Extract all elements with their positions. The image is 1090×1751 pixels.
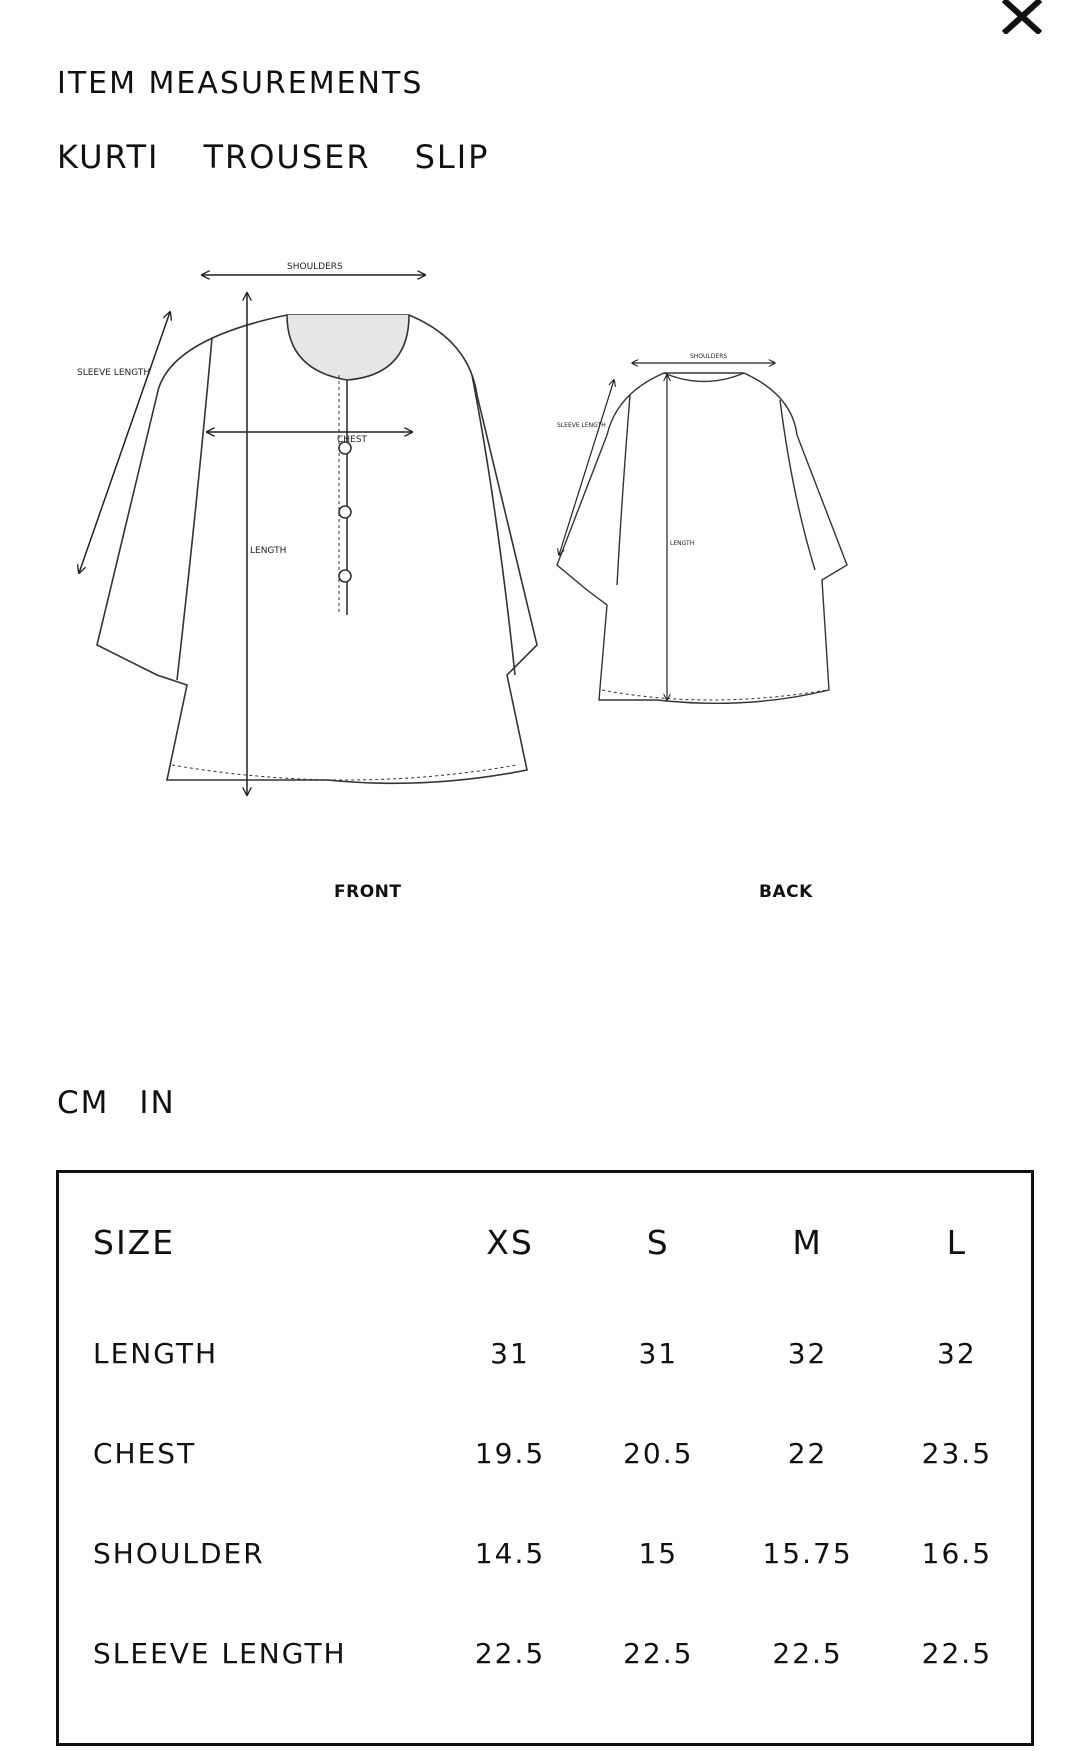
front-garment <box>97 315 537 783</box>
back-sleeve-length-label: SLEEVE LENGTH <box>557 422 606 429</box>
row-label: SLEEVE LENGTH <box>93 1636 347 1670</box>
table-cell: 19.5 <box>474 1436 546 1470</box>
table-cell: 22.5 <box>474 1636 546 1670</box>
table-cell: 32 <box>937 1336 977 1370</box>
table-cell: 22 <box>787 1436 828 1470</box>
size-chart <box>56 1170 1034 1746</box>
table-cell: 23.5 <box>921 1436 993 1470</box>
row-label: CHEST <box>93 1436 197 1470</box>
back-shoulders-label: SHOULDERS <box>690 353 728 360</box>
column-header: XS <box>486 1223 534 1262</box>
table-cell: 22.5 <box>623 1636 694 1670</box>
tab-kurti[interactable]: KURTI <box>57 138 160 176</box>
unit-toggle <box>57 1085 176 1121</box>
kurti-sketch <box>57 205 987 1050</box>
table-cell: 14.5 <box>474 1536 546 1570</box>
table-cell: 16.5 <box>921 1536 993 1570</box>
table-cell: 15.75 <box>762 1536 853 1570</box>
measurement-diagram <box>57 205 987 1050</box>
table-cell: 15 <box>638 1536 679 1570</box>
table-row <box>93 1303 1031 1403</box>
table-cell: 31 <box>638 1336 679 1370</box>
table-cell: 22.5 <box>921 1636 993 1670</box>
table-cell: 20.5 <box>623 1436 694 1470</box>
column-header: S <box>646 1223 670 1262</box>
row-label: SHOULDER <box>93 1536 265 1570</box>
unit-cm[interactable]: CM <box>57 1085 110 1121</box>
close-button[interactable] <box>1002 0 1042 34</box>
garment-tabs <box>57 138 489 176</box>
front-caption: FRONT <box>334 882 402 902</box>
column-header: M <box>792 1223 823 1262</box>
size-table <box>93 1223 1031 1703</box>
column-header: SIZE <box>93 1223 176 1262</box>
table-row <box>93 1603 1031 1703</box>
table-cell: 31 <box>490 1336 530 1370</box>
back-length-label: LENGTH <box>670 540 695 547</box>
back-caption: BACK <box>759 882 813 902</box>
table-row <box>93 1503 1031 1603</box>
table-row <box>93 1403 1031 1503</box>
front-sleeve-length-label: SLEEVE LENGTH <box>77 368 151 378</box>
page-title: ITEM MEASUREMENTS <box>57 66 424 101</box>
tab-trouser[interactable]: TROUSER <box>203 138 371 176</box>
tab-slip[interactable]: SLIP <box>414 138 490 176</box>
front-shoulders-label: SHOULDERS <box>287 262 343 272</box>
column-header: L <box>946 1223 968 1262</box>
table-header-row <box>93 1223 1031 1303</box>
close-icon <box>1002 0 1042 34</box>
front-chest-label: CHEST <box>337 435 367 445</box>
table-cell: 32 <box>787 1336 828 1370</box>
row-label: LENGTH <box>93 1336 219 1370</box>
front-length-label: LENGTH <box>250 546 287 556</box>
unit-in[interactable]: IN <box>139 1085 176 1121</box>
table-cell: 22.5 <box>772 1636 843 1670</box>
